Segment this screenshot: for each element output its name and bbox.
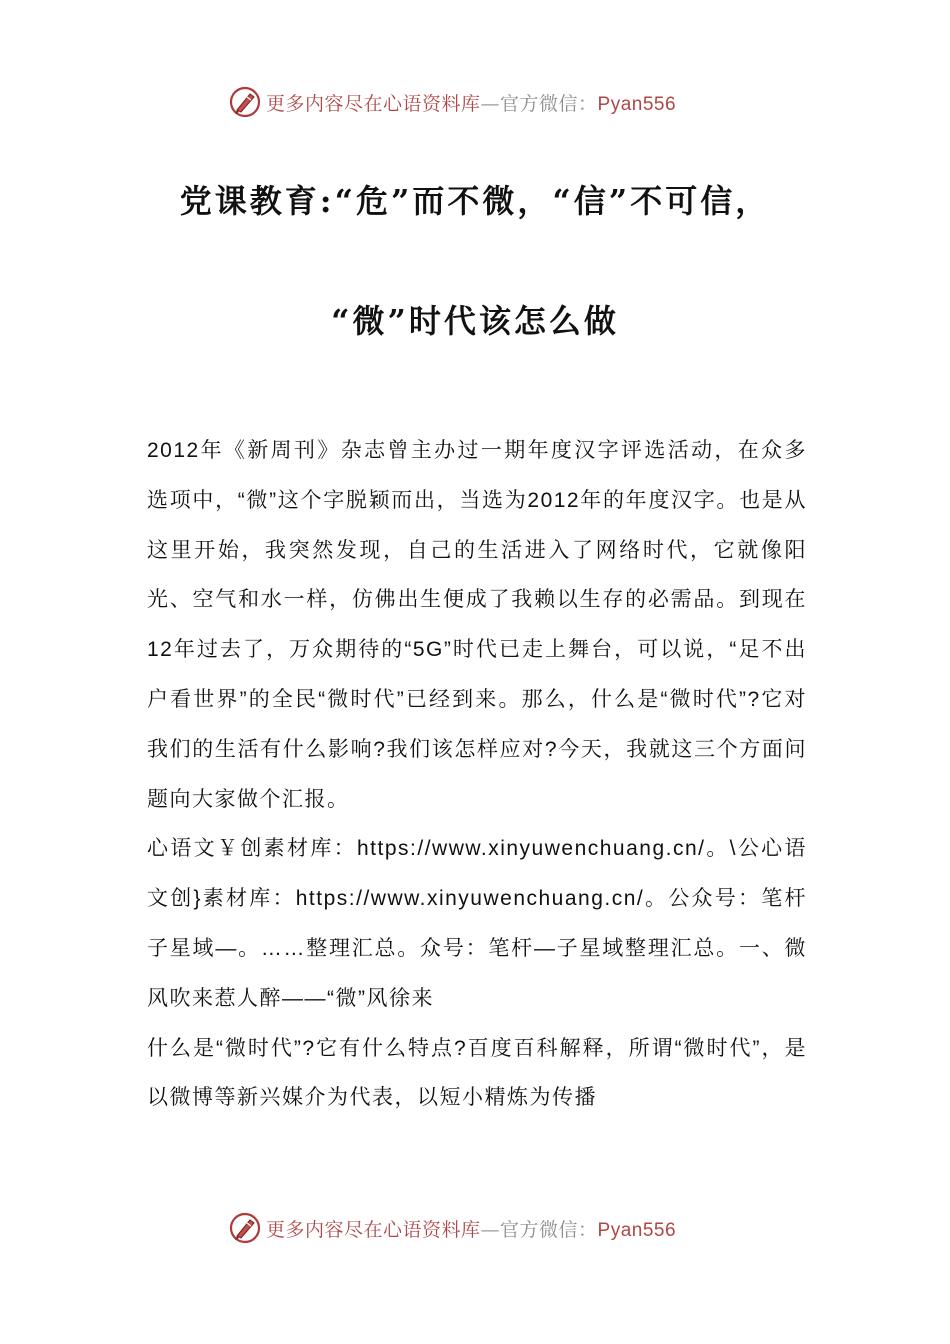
footer-watermark-banner (228, 1210, 748, 1246)
banner-wechat-id: Pyan556 (597, 93, 677, 115)
pen-logo-icon (228, 85, 262, 119)
body-paragraph-1: 2012年《新周刊》杂志曾主办过一期年度汉字评选活动，在众多选项中，“微”这个字脱颖而出，当选为2012年的年度汉字。也是从这里开始，我突然发现，自己的生活进入了网络时代，它就像阳光、空气和水一样，仿佛出生便成了我赖以生存的必需品。到现在12年过去了，万众期待的“5G”时代已走上舞台，可以说，“足不出户看世界”的全民“微时代”已经到来。那么，什么是“微时代”?它对我们的生活有什么影响?我们该怎样应对?今天，我就这三个方面问题向大家做个汇报。 (147, 439, 807, 811)
body-paragraph-2: 心语文￥创素材库：https://www.xinyuwenchuang.cn/。\公心语文创}素材库：https://www.xinyuwenchuang.cn/。公众号：笔杆子星域—。……整理汇总。众号：笔杆—子星域整理汇总。一、微风吹来惹人醉——“微”风徐来 (147, 837, 807, 1010)
banner-contact-label: 官方微信： (500, 1218, 598, 1241)
document-body (147, 426, 807, 1123)
pen-logo-icon (228, 1211, 262, 1245)
document-title-line-2: “微”时代该怎么做 (331, 302, 619, 340)
banner-brand-text: 更多内容尽在心语资料库 (266, 92, 481, 115)
banner-contact-label: 官方微信： (500, 92, 598, 115)
banner-separator: — (480, 1218, 501, 1241)
banner-wechat-id: Pyan556 (597, 1219, 677, 1241)
banner-separator: — (480, 92, 501, 115)
banner-brand-text: 更多内容尽在心语资料库 (266, 1218, 481, 1241)
document-title-line-1: 党课教育:“危”而不微，“信”不可信， (179, 182, 771, 220)
header-watermark-banner (228, 84, 748, 120)
body-paragraph-3: 什么是“微时代”?它有什么特点?百度百科解释，所谓“微时代”，是以微博等新兴媒介为代表，以短小精炼为传播 (147, 1036, 807, 1110)
